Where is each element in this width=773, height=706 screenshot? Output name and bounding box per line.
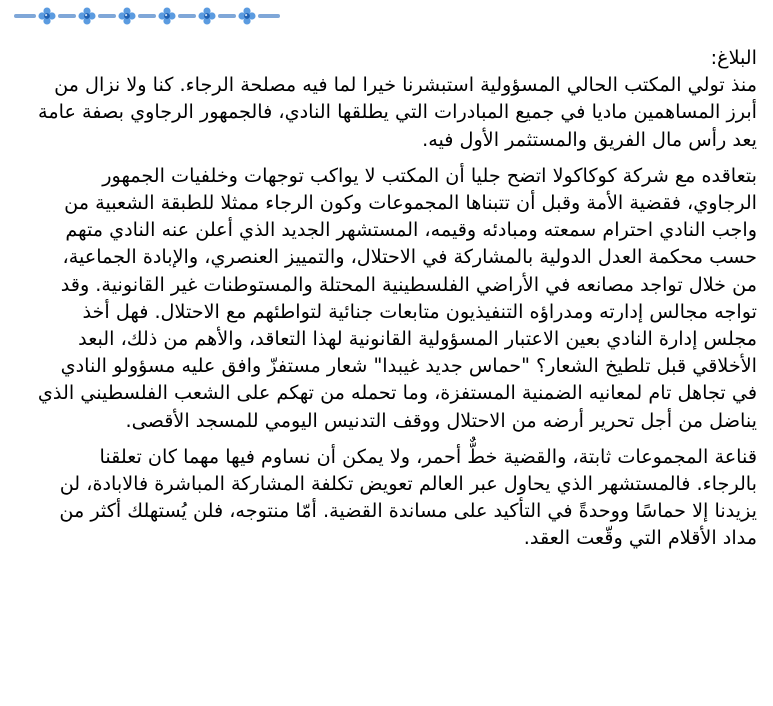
divider-line [258,14,280,18]
divider-line [178,14,196,18]
blue-flower-icon [238,7,256,25]
statement-paragraph: بتعاقده مع شركة كوكاكولا اتضح جليا أن المكتب لا يواكب توجهات وخلفيات الجمهور الرجاوي، فقضية الأمة وقبل أن تتبناها المجموعات وكون الرجاء ممثلا للطبقة الشعبية من واجب النادي احترام سمعته ومبادئه وقيمه، المستشهر الجديد الذي أعلن عنه النادي متهم حسب محكمة العدل الدولية بالمشاركة في الاحتلال، والتمييز العنصري، والإبادة الجماعية، من خلال تواجد مصانعه في الأراضي الفلسطينية المحتلة والمستوطنات غير القانونية. وقد تواجه مجالس إدارته ومدراؤه التنفيذيون متابعات جنائية لتواطئهم مع الاحتلال. فهل أخذ مجلس إدارة النادي بعين الاعتبار المسؤولية القانونية لهذا التعاقد، والأهم من ذلك، البعد الأخلاقي قبل تلطيخ الشعار؟ "حماس جديد غيبدا" شعار مستفزّ وافق عليه مسؤولو النادي في تجاهل تام لمعانيه الضمنية المستفزة، وما تحمله من تهكم على الشعب الفلسطيني الذي يناضل من أجل تحرير أرضه من الاحتلال ووقف التدنيس اليومي للمسجد الأقصى. [37,163,757,432]
divider-line [98,14,116,18]
statement-heading: البلاغ: [710,46,757,69]
blue-flower-icon [158,7,176,25]
divider-line [138,14,156,18]
blue-flower-icon [118,7,136,25]
blue-flower-icon [38,7,56,25]
statement-paragraph: قناعة المجموعات ثابتة، والقضية خطٌّ أحمر، ولا يمكن أن نساوم فيها مهما كان تعلقنا بالرجاء. فالمستشهر الذي يحاول عبر العالم تعويض تكلفة المشاركة المباشرة فالابادة، لن يزيدنا إلا حماسًا ووحدةً في التأكيد على مساندة القضية. أمّا منتوجه، فلن يُستهلك أكثر من مداد الأقلام التي وقّعت العقد. [59,444,757,550]
blue-flower-icon [78,7,96,25]
divider-line [58,14,76,18]
divider-line [218,14,236,18]
statement-paragraph: منذ تولي المكتب الحالي المسؤولية استبشرنا خيرا لما فيه مصلحة الرجاء. كنا ولا نزال من أبرز المساهمين ماديا في جميع المبادرات التي يطلقها النادي، فالجمهور الرجاوي بصفة عامة يعد رأس مال الفريق والمستثمر الأول فيه. [38,73,757,151]
divider-line [14,14,36,18]
blue-flower-icon [198,7,216,25]
ornamental-divider [14,4,280,28]
statement-body [35,44,757,561]
